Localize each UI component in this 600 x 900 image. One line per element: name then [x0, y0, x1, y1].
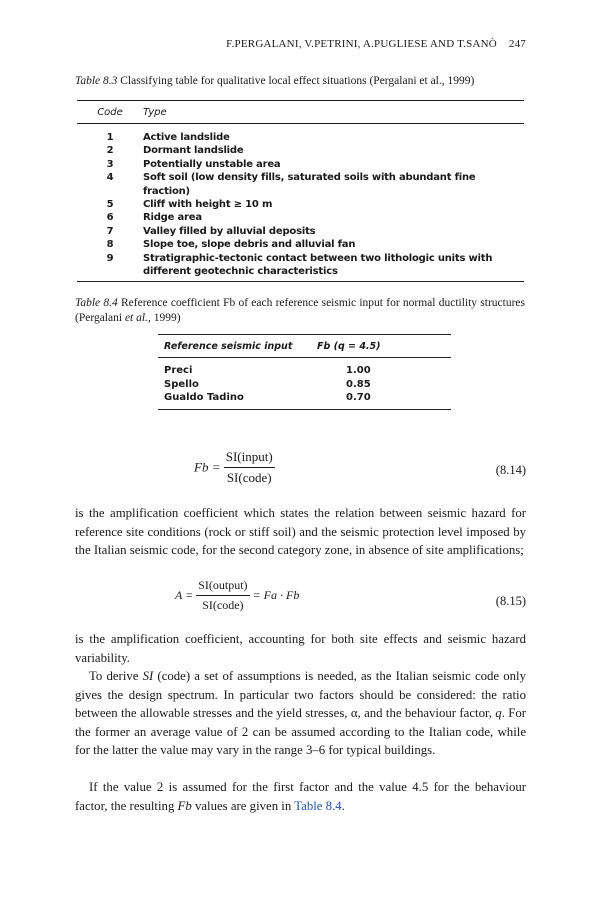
table-row — [77, 225, 524, 238]
column-header-code: Code — [97, 106, 123, 118]
table-row — [77, 144, 524, 157]
table-8-4-caption-etal: et al., — [124, 312, 151, 324]
header-authors: F.PERGALANI, V.PETRINI, A.PUGLIESE AND T.SANÒ — [226, 38, 497, 50]
row-type: Cliff with height ≥ 10 m — [143, 199, 273, 211]
table-8-4-header — [158, 334, 451, 358]
para3-text-a: To derive — [89, 669, 143, 683]
paragraph-4 — [75, 778, 526, 815]
row-code: 2 — [106, 145, 114, 157]
para3-text-b: (code) a set of assumptions is needed, as the Italian seismic code only gives the design spectrum. In particular two factors should be considered: the ratio between the allowable stresses and the yield stresses, α, and the behaviour factor, — [75, 669, 527, 721]
row-code: 7 — [106, 225, 114, 237]
equation-8-15 — [175, 578, 299, 613]
table-8-4-caption-tail: 1999) — [150, 312, 181, 324]
table-row — [77, 252, 524, 279]
table-8-3-label: Table 8.3 — [75, 75, 118, 87]
table-8-3-caption — [75, 74, 525, 89]
eq-8-15-rhs: = Fa · Fb — [252, 588, 300, 602]
table-row — [158, 364, 451, 378]
table-8-3 — [77, 100, 524, 282]
eq-8-14-lhs: Fb = — [194, 459, 221, 475]
page-number: 247 — [508, 38, 526, 50]
row-type: Ridge area — [143, 212, 202, 224]
column-header-reference-input: Reference seismic input — [164, 340, 293, 352]
row-type: Stratigraphic-tectonic contact between two lithologic units with different geotechnic characteristics — [143, 252, 493, 278]
table-row — [158, 378, 451, 392]
equation-8-14 — [194, 449, 275, 486]
table-8-4 — [158, 334, 451, 410]
table-8-4-link[interactable]: Table 8.4 — [294, 798, 342, 813]
table-row — [77, 198, 524, 211]
row-code: 5 — [106, 199, 114, 211]
equation-number-8-15: (8.15) — [495, 594, 526, 608]
row-type: Soft soil (low density fills, saturated soils with abundant fine fraction) — [143, 172, 476, 197]
eq-8-15-denominator: SI(code) — [202, 598, 244, 612]
eq-8-15-fraction — [196, 578, 249, 613]
eq-8-14-fraction — [224, 449, 275, 486]
para4-text-b: values are given in — [191, 798, 295, 813]
row-code: 6 — [106, 212, 114, 224]
para4-text-c: . — [341, 798, 345, 813]
row-code: 4 — [106, 172, 114, 184]
table-row — [77, 131, 524, 144]
table-row — [158, 391, 451, 405]
table-8-4-caption-text: Reference coefficient Fb of each reference seismic input for normal ductility structures (Pergalani — [75, 297, 525, 324]
table-row — [77, 211, 524, 224]
para3-si: SI — [142, 669, 154, 683]
row-type: Slope toe, slope debris and alluvial fan — [143, 239, 356, 251]
row-type: Dormant landslide — [143, 145, 244, 157]
row-input: Preci — [164, 365, 193, 376]
eq-8-15-lhs: A = — [175, 588, 194, 602]
para3-text-c: . For the former an average value of 2 can be assumed according to the Italian code, while for the latter the value may vary in the range 3–6 for typical buildings. — [75, 706, 526, 758]
row-type: Valley filled by alluvial deposits — [143, 225, 316, 237]
column-header-type: Type — [143, 106, 167, 118]
row-input: Spello — [164, 378, 199, 390]
eq-8-14-numerator: SI(input) — [224, 449, 275, 468]
eq-8-14-denominator: SI(code) — [226, 470, 272, 485]
eq-8-15-numerator: SI(output) — [196, 578, 249, 596]
row-code: 8 — [106, 239, 114, 251]
para3-q: q — [495, 706, 502, 721]
table-8-4-caption — [75, 296, 525, 326]
table-8-3-caption-text: Classifying table for qualitative local effect situations (Pergalani et al., 1999) — [120, 75, 475, 87]
row-type: Active landslide — [143, 132, 230, 143]
row-fb: 0.70 — [346, 392, 371, 403]
row-type: Potentially unstable area — [143, 158, 281, 170]
row-fb: 0.85 — [346, 378, 371, 390]
table-row — [77, 158, 524, 171]
row-fb: 1.00 — [346, 365, 371, 376]
row-code: 9 — [106, 252, 114, 264]
row-code: 1 — [106, 132, 114, 143]
table-row — [77, 171, 524, 198]
table-row — [77, 238, 524, 251]
column-header-fb: Fb (q = 4.5) — [317, 340, 381, 352]
table-8-4-body — [158, 358, 451, 410]
running-header — [226, 38, 526, 50]
table-8-4-label: Table 8.4 — [75, 297, 118, 309]
paragraph-2: is the amplification coefficient, accounting for both site effects and seismic hazard variability. — [75, 632, 526, 665]
equation-number-8-14: (8.14) — [495, 463, 526, 477]
table-8-3-header — [77, 100, 524, 124]
paragraph-1: is the amplification coefficient which states the relation between seismic hazard for reference site conditions (rock or stiff soil) and the seismic protection level imposed by the Italian seismic code, for the second category zone, in absence of site amplifications; — [75, 506, 526, 558]
row-code: 3 — [106, 158, 114, 170]
paragraph-3 — [75, 667, 526, 760]
para4-text-a: If the value 2 is assumed for the first factor and the value 4.5 for the behaviour factor, the resulting — [75, 780, 526, 813]
table-8-3-body — [77, 124, 524, 282]
para4-fb: Fb — [177, 798, 192, 813]
row-input: Gualdo Tadino — [164, 392, 244, 403]
